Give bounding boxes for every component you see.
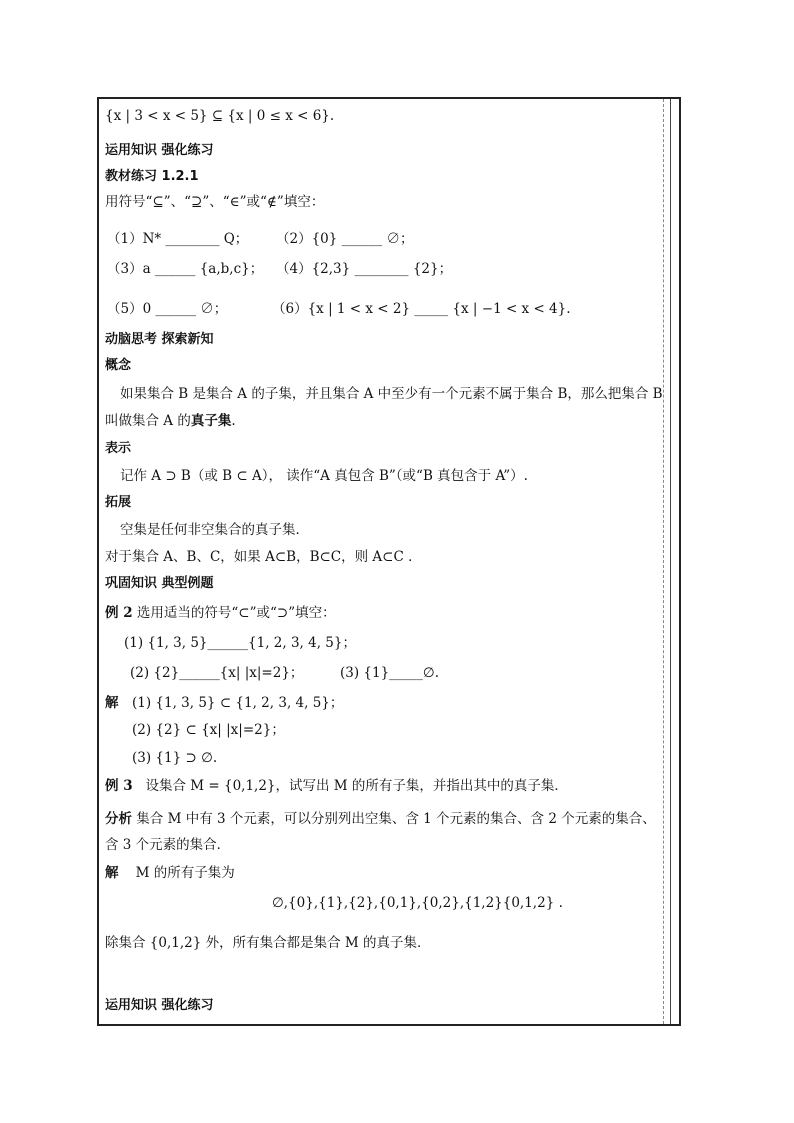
textbook-exercise-label: 教材练习 1.2.1 — [105, 169, 199, 184]
concept-paragraph-line1: 如果集合 B 是集合 A 的子集，并且集合 A 中至少有一个元素不属于集合 B，那么把集合 B — [120, 386, 663, 402]
exercise-2: （2）{0} ______ ∅； — [276, 231, 414, 247]
exercise-6: （6）{x | 1 < x < 2} _____ {x | −1 < x < 4}. — [272, 301, 571, 317]
extension-paragraph-1: 空集是任何非空集合的真子集． — [120, 522, 309, 538]
exercise-5: （5）0 ______ ∅； — [107, 301, 228, 317]
example-2-title: 例 2 选用适当的符号“⊂”或“⊃”填空： — [105, 605, 336, 621]
example-3-solution-intro: 解 M 的所有子集为 — [105, 865, 235, 881]
concept-paragraph-line2: 叫做集合 A 的真子集. — [105, 413, 236, 429]
section-heading-explore: 动脑思考 探索新知 — [105, 332, 214, 347]
section-heading-practice-2: 运用知识 强化练习 — [105, 998, 214, 1013]
extension-label: 拓展 — [105, 495, 132, 510]
notation-text: 记作 A ⊃ B（或 B ⊂ A）， 读作“A 真包含 B”（或“B 真包含于 A”）. — [120, 468, 528, 484]
exercise-4: （4）{2,3} ________ {2}； — [276, 261, 453, 277]
right-rule — [670, 99, 671, 1024]
solution-3: (3) {1} ⊃ ∅. — [132, 750, 218, 766]
subsets-list: ∅,{0},{1},{2},{0,1},{0,2},{1,2}{0,1,2} . — [272, 895, 563, 911]
inner-dashed-rule — [663, 99, 664, 1024]
solution-2: (2) {2} ⊂ {x| |x|=2}； — [132, 722, 285, 738]
section-heading-examples: 巩固知识 典型例题 — [105, 576, 214, 591]
example-2-question-2: (2) {2}______{x| |x|=2}； — [130, 665, 304, 681]
section-heading-practice: 运用知识 强化练习 — [105, 143, 214, 158]
analysis-line-1: 分析 集合 M 中有 3 个元素，可以分别列出空集、含 1 个元素的集合、含 2 个元素的集合、 — [105, 811, 656, 827]
proper-subset-term: 真子集 — [190, 413, 232, 429]
solution-label: 解 — [105, 695, 119, 711]
example-2-question-3: (3) {1}_____∅. — [340, 665, 439, 681]
extension-paragraph-2: 对于集合 A、B、C，如果 A⊂B，B⊂C，则 A⊂C ． — [105, 549, 422, 565]
top-formula: {x | 3 < x < 5} ⊆ {x | 0 ≤ x < 6}. — [105, 108, 335, 124]
exercise-3: （3）a ______ {a,b,c}； — [107, 261, 264, 277]
exercise-1: （1）N* ________ Q； — [107, 231, 249, 247]
solution-1: (1) {1, 3, 5} ⊂ {1, 2, 3, 4, 5}； — [132, 695, 344, 711]
conclusion-line: 除集合 {0,1,2} 外，所有集合都是集合 M 的真子集． — [105, 935, 431, 951]
example-3-title: 例 3 设集合 M = {0,1,2}，试写出 M 的所有子集，并指出其中的真子集． — [105, 778, 568, 794]
fill-instruction: 用符号“⊆”、“⊇”、“∈”或“∉”填空： — [105, 194, 325, 210]
concept-label: 概念 — [105, 358, 132, 373]
analysis-line-2: 含 3 个元素的集合． — [105, 837, 231, 853]
example-2-question-1: (1) {1, 3, 5}______{1, 2, 3, 4, 5}； — [124, 635, 356, 651]
notation-label: 表示 — [105, 441, 132, 456]
